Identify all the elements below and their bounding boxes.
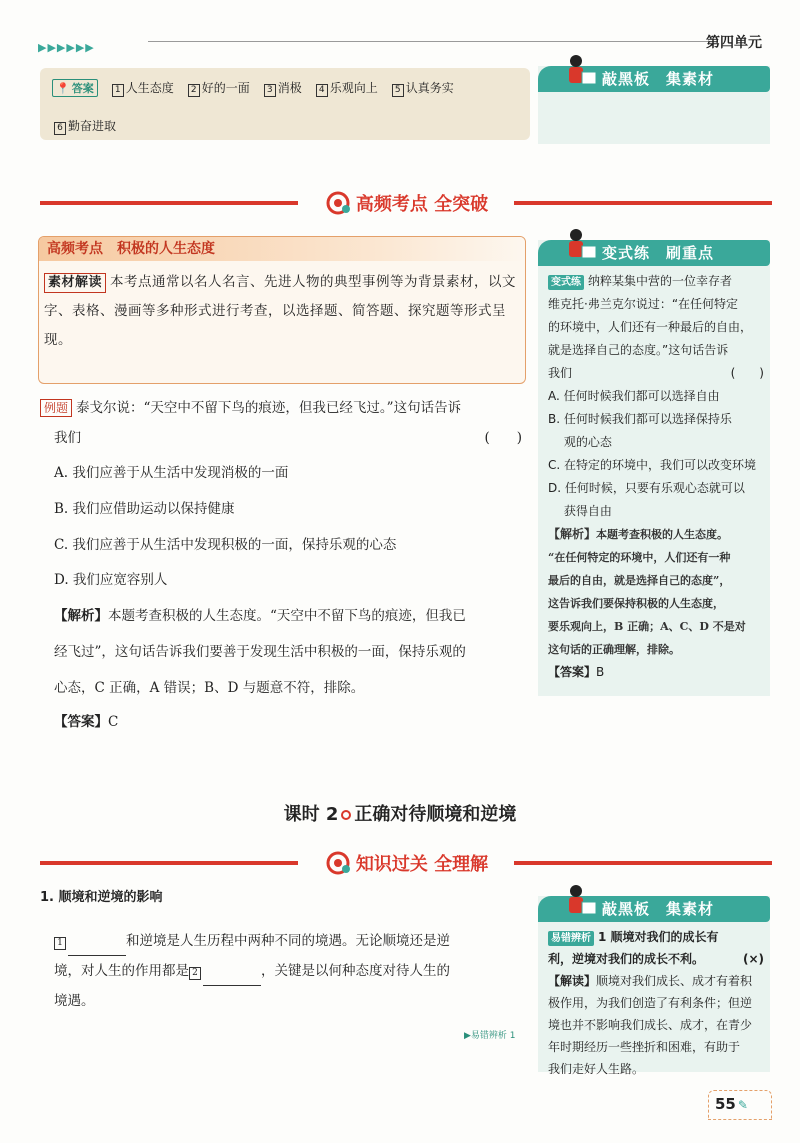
material-tag: 素材解读 (44, 273, 106, 293)
teacher-figure-icon (560, 882, 600, 922)
side-panel-title-2: 敲黑板 集素材 (538, 896, 770, 922)
example-analysis-2: 经飞过”，这句话告诉我们要善于发现生活中积极的一面，保持乐观的 (54, 644, 466, 660)
blank-number: 2 (189, 967, 201, 980)
practice-tag: 变式练 (548, 275, 584, 290)
side-panel-title: 敲黑板 集素材 (538, 66, 770, 92)
answer-item: 4 乐观向上 (316, 79, 378, 97)
key-point-text: 素材解读 本考点通常以名人名言、先进人物的典型事例等为背景素材，以文字、表格、漫画等多种形式进行考查，以选择题、简答题、探究题等形式呈现。 (44, 274, 517, 348)
example-stem-2: 我们 ( ) (54, 430, 522, 446)
error-analysis-link[interactable]: ▶易错辨析 1 (464, 1031, 516, 1041)
example-stem: 例题 泰戈尔说：“天空中不留下鸟的痕迹，但我已经飞过。”这句话告诉 (40, 398, 522, 418)
practice-content: 变式练 纳粹某集中营的一位幸存者 维克托·弗兰克尔说过：“在任何特定 的环境中，人们还有一种最后的自由， 就是选择自己的态度。”这句话告诉 我们 ( ) A. 任何时候我们都可以选择自由 B. 任何时候我们都可以选择保持乐 观的心态 C. 在特定的环境中，我们可以改变环境 D. 任何时候，只要有乐观心态就可以 获得自由 【解析】本题考查积极的人生态度。 “在任何特定的环境中，人们还有一种 最后的自由，就是选择自己的态度”， 这告诉我们要保持积极的人生态度， 要乐观向上，B 正确；A、C、D 不是对 这句话的正确理解，排除。 【答案】B (548, 270, 764, 684)
practice-option: B. 任何时候我们都可以选择保持乐 (548, 412, 732, 426)
subsection-heading: 1. 顺境和逆境的影响 (40, 890, 163, 905)
dot-icon (341, 810, 351, 820)
example-tag: 例题 (40, 399, 72, 417)
answer-item: 1 人生态度 (112, 79, 174, 97)
answer-item: 5 认真务实 (392, 79, 454, 97)
answer-box (40, 68, 530, 140)
practice-option: D. 任何时候，只要有乐观心态就可以 (548, 481, 745, 495)
key-point-title: 高频考点 积极的人生态度 (39, 237, 525, 261)
answer-item: 3 消极 (264, 79, 302, 97)
unit-title: 第四单元 (706, 35, 762, 51)
fill-blank-1[interactable] (68, 940, 126, 956)
practice-option: A. 任何时候我们都可以选择自由 (548, 389, 720, 403)
practice-analysis: 【解析】本题考查积极的人生态度。 “在任何特定的环境中，人们还有一种 最后的自由，就是选择自己的态度”， 这告诉我们要保持积极的人生态度， 要乐观向上，B 正确；A、C、D 不是对 这句话的正确理解，排除。 (548, 527, 746, 656)
answer-paren: ( ) (484, 430, 522, 446)
teacher-figure-icon (560, 52, 600, 92)
error-tag: 易错辨析 (548, 931, 594, 946)
option-c: C. 我们应善于从生活中发现积极的一面，保持乐观的心态 (54, 537, 397, 553)
pin-icon: 📍 (56, 81, 70, 95)
option-a: A. 我们应善于从生活中发现消极的一面 (54, 465, 289, 481)
option-d: D. 我们应宽容别人 (54, 572, 168, 588)
error-analysis-content: 易错辨析 1 顺境对我们的成长有 利，逆境对我们的成长不利。 (×) 【解读】顺境对我们成长、成才有着积 极作用，为我们创造了有利条件；但逆 境也并不影响我们成长、成才，在青少 年时期经历一些挫折和困难，有助于 我们走好人生路。 (548, 930, 764, 1076)
blank-number: 1 (54, 937, 66, 950)
target-icon (326, 191, 352, 215)
option-b: B. 我们应借助运动以保持健康 (54, 501, 235, 517)
side-panel-practice-title: 变式练 刷重点 (538, 240, 770, 266)
example-answer: 【答案】C (54, 714, 119, 730)
lesson-title: 课时 2 正确对待顺境和逆境 (283, 804, 517, 825)
answer-item: 6 勤奋进取 (54, 117, 116, 135)
header-decoration (38, 36, 658, 54)
practice-answer: 【答案】B (548, 665, 605, 679)
practice-option: C. 在特定的环境中，我们可以改变环境 (548, 458, 757, 472)
teacher-figure-icon (560, 226, 600, 266)
fill-blank-2[interactable] (203, 970, 261, 986)
section-banner-high-frequency: 高频考点 全突破 (40, 188, 772, 218)
arrow-dots-icon: ▶▶▶▶▶▶ (38, 41, 95, 54)
book-icon: ✎ (737, 1098, 748, 1112)
page-number: 55 ✎ (708, 1090, 772, 1120)
example-analysis-3: 心态，C 正确，A 错误；B、D 与题意不符，排除。 (54, 680, 365, 696)
target-icon (326, 851, 352, 875)
example-analysis-1: 【解析】本题考查积极的人生态度。“天空中不留下鸟的痕迹，但我已 (54, 608, 466, 624)
section-paragraph: 1 和逆境是人生历程中两种不同的境遇。无论顺境还是逆 境，对人生的作用都是 2 ，关键是以何种态度对待人生的 境遇。 (54, 933, 450, 1009)
section-banner-knowledge: 知识过关 全理解 (40, 848, 772, 878)
answer-tag: 📍 答案 (52, 79, 98, 97)
answer-item: 2 好的一面 (188, 79, 250, 97)
